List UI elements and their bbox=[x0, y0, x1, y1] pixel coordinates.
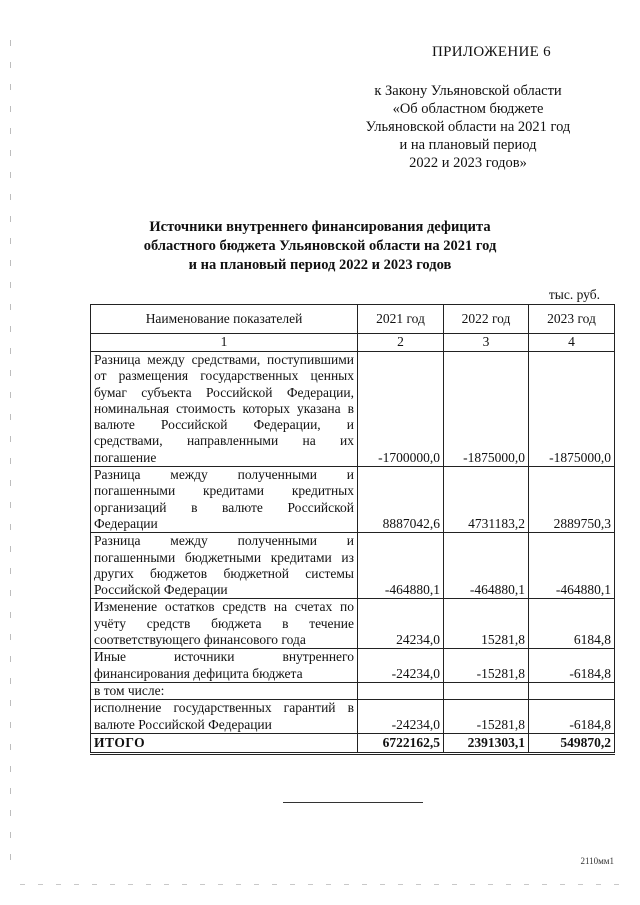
law-ref-line: к Закону Ульяновской области bbox=[374, 83, 562, 99]
title-line: областного бюджета Ульяновской области на 2021 год bbox=[143, 238, 497, 254]
column-header-2023: 2023 год bbox=[529, 305, 615, 334]
value-2022 bbox=[444, 682, 529, 699]
value-2022: -464880,1 bbox=[444, 533, 529, 599]
law-ref-line: и на плановый период bbox=[399, 137, 537, 153]
value-2021: -24234,0 bbox=[358, 700, 444, 734]
value-2021: -464880,1 bbox=[358, 533, 444, 599]
table-row bbox=[91, 700, 615, 734]
column-number: 1 bbox=[91, 334, 358, 352]
scan-edge-bottom bbox=[20, 884, 620, 885]
table-row bbox=[91, 599, 615, 649]
title-line: Источники внутреннего финансирования дефицита bbox=[149, 219, 491, 235]
value-2021: -1700000,0 bbox=[358, 352, 444, 467]
value-2022: -15281,8 bbox=[444, 700, 529, 734]
row-name: Разница между полученными и погашенными бюджетными кредитами из других бюджетов бюджетной системы Российской Федерации bbox=[91, 533, 358, 599]
table-header-row bbox=[91, 305, 615, 334]
table-row bbox=[91, 467, 615, 533]
total-2021: 6722162,5 bbox=[358, 733, 444, 753]
value-2023: -1875000,0 bbox=[529, 352, 615, 467]
value-2023: -6184,8 bbox=[529, 649, 615, 683]
row-name: Разница между полученными и погашенными кредитами кредитных организаций в валюте Российской Федерации bbox=[91, 467, 358, 533]
value-2022: 4731183,2 bbox=[444, 467, 529, 533]
law-ref-line: Ульяновской области на 2021 год bbox=[365, 119, 571, 135]
column-header-name: Наименование показателей bbox=[91, 305, 358, 334]
value-2021 bbox=[358, 682, 444, 699]
row-name: Разница между средствами, поступившими от размещения государственных ценных бумаг субъекта Российской Федерации, номинальная стоимость которых указана в валюте Российской Федерации, и средствами, направленными на их погашение bbox=[91, 352, 358, 467]
scan-edge-left bbox=[10, 40, 11, 860]
law-ref-line: 2022 и 2023 годов» bbox=[409, 155, 527, 171]
column-number: 3 bbox=[444, 334, 529, 352]
row-name: Изменение остатков средств на счетах по учёту средств бюджета в течение соответствующего финансового года bbox=[91, 599, 358, 649]
appendix-heading: ПРИЛОЖЕНИЕ 6 bbox=[432, 44, 551, 60]
row-name: исполнение государственных гарантий в валюте Российской Федерации bbox=[91, 700, 358, 734]
table-row bbox=[91, 682, 615, 699]
column-number-row bbox=[91, 334, 615, 352]
law-reference bbox=[338, 82, 598, 172]
law-ref-line: «Об областном бюджете bbox=[392, 101, 544, 117]
table-row bbox=[91, 533, 615, 599]
value-2023 bbox=[529, 682, 615, 699]
total-2022: 2391303,1 bbox=[444, 733, 529, 753]
document-title bbox=[100, 218, 540, 275]
value-2022: -15281,8 bbox=[444, 649, 529, 683]
column-number: 4 bbox=[529, 334, 615, 352]
total-label: ИТОГО bbox=[91, 733, 358, 753]
value-2021: 8887042,6 bbox=[358, 467, 444, 533]
value-2023: 6184,8 bbox=[529, 599, 615, 649]
row-name: Иные источники внутреннего финансирования дефицита бюджета bbox=[91, 649, 358, 683]
total-row bbox=[91, 733, 615, 753]
value-2023: -6184,8 bbox=[529, 700, 615, 734]
table-row bbox=[91, 352, 615, 467]
row-name: в том числе: bbox=[91, 682, 358, 699]
value-2021: 24234,0 bbox=[358, 599, 444, 649]
column-header-2022: 2022 год bbox=[444, 305, 529, 334]
value-2022: -1875000,0 bbox=[444, 352, 529, 467]
footer-code: 2110мм1 bbox=[580, 856, 614, 866]
value-2021: -24234,0 bbox=[358, 649, 444, 683]
value-2023: -464880,1 bbox=[529, 533, 615, 599]
financing-table bbox=[90, 304, 615, 755]
value-2022: 15281,8 bbox=[444, 599, 529, 649]
value-2023: 2889750,3 bbox=[529, 467, 615, 533]
total-2023: 549870,2 bbox=[529, 733, 615, 753]
closing-line bbox=[283, 802, 423, 803]
column-number: 2 bbox=[358, 334, 444, 352]
table-row bbox=[91, 649, 615, 683]
title-line: и на плановый период 2022 и 2023 годов bbox=[188, 257, 452, 273]
column-header-2021: 2021 год bbox=[358, 305, 444, 334]
units-label: тыс. руб. bbox=[548, 287, 600, 302]
